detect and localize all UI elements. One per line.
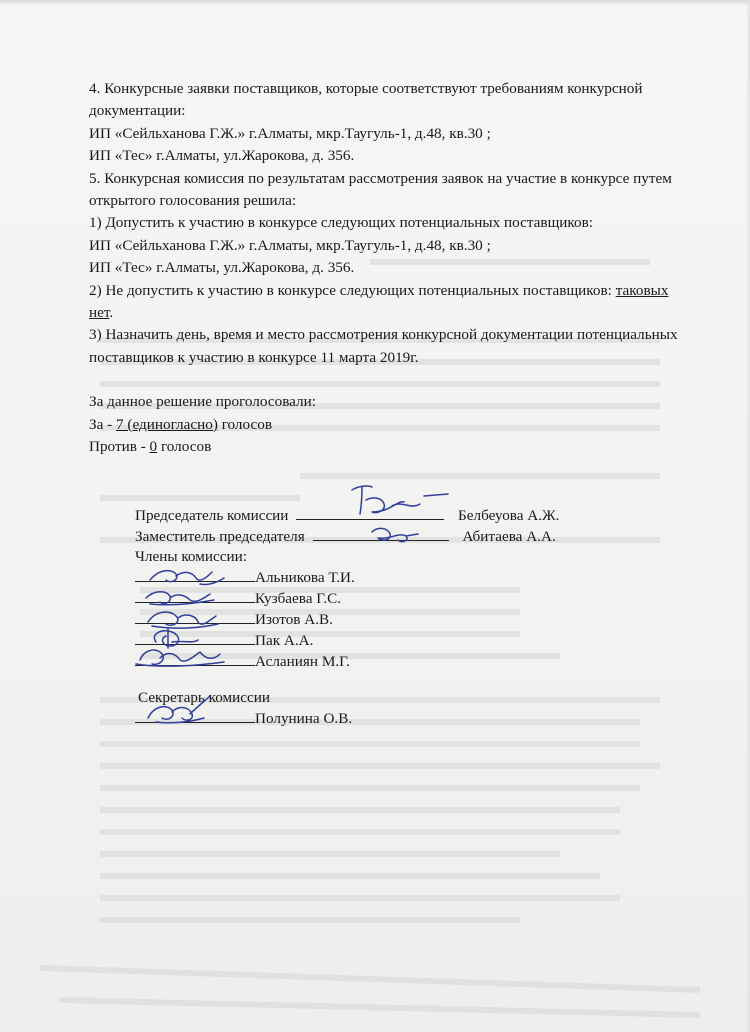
secretary-name: Полунина О.В.: [255, 710, 353, 727]
deputy-role: Заместитель председателя: [135, 528, 305, 545]
paragraph-5: 5. Конкурсная комиссия по результатам рассмотрения заявок на участие в конкурсе путем открытого голосования решила:: [89, 169, 672, 210]
member-4-signature-scrawl: [154, 628, 198, 648]
vote-for-value: 7 (единогласно): [116, 415, 218, 433]
rejected-value: таковых нет: [89, 281, 669, 322]
member-5-signature-scrawl: [136, 650, 224, 666]
member-name-1: Альникова Т.И.: [255, 569, 355, 586]
paragraph-4: 4. Конкурсные заявки поставщиков, которые соответствуют требованиям конкурсной документации:: [89, 80, 643, 120]
member-name-2: Кузбаева Г.С.: [255, 590, 342, 607]
member-name-3: Изотов А.В.: [255, 611, 333, 628]
vote-against-value: 0: [149, 438, 158, 456]
supplier-line-2: ИП «Тес» г.Алматы, ул.Жарокова, д. 356.: [89, 147, 355, 165]
decision-item-3: 3) Назначить день, время и место рассмотрения конкурсной документации потенциальных поставщиков к участию в конкурсе 11 марта 2019г.: [89, 326, 678, 366]
chair-signature-scrawl: [352, 486, 448, 514]
member-2-signature-scrawl: [146, 592, 214, 605]
decision-item-2: 2) Не допустить к участию в конкурсе следующих потенциальных поставщиков: таковых нет.: [89, 281, 669, 322]
member-3-signature-scrawl: [148, 612, 218, 628]
vote-against: Против - 0 голосов: [89, 438, 212, 456]
vote-header: За данное решение проголосовали:: [89, 393, 316, 411]
deputy-signature-scrawl: [372, 528, 418, 541]
admitted-supplier-2: ИП «Тес» г.Алматы, ул.Жарокова, д. 356.: [89, 259, 355, 277]
member-name-5: Асланиян М.Г.: [255, 653, 350, 670]
secretary-signature-scrawl: [148, 696, 210, 723]
chair-name: Белбеуова А.Ж.: [458, 507, 560, 524]
member-1-signature-scrawl: [150, 571, 224, 585]
decision-item-1: 1) Допустить к участию в конкурсе следующих потенциальных поставщиков:: [89, 214, 594, 232]
secretary-role: Секретарь комиссии: [138, 689, 271, 706]
admitted-supplier-1: ИП «Сейльханова Г.Ж.» г.Алматы, мкр.Таугуль-1, д.48, кв.30 ;: [89, 236, 491, 254]
supplier-line-1: ИП «Сейльханова Г.Ж.» г.Алматы, мкр.Таугуль-1, д.48, кв.30 ;: [89, 124, 491, 142]
vote-for: За - 7 (единогласно) голосов: [89, 415, 272, 433]
member-name-4: Пак А.А.: [255, 632, 314, 649]
deputy-name: Абитаева А.А.: [462, 528, 556, 545]
chair-role: Председатель комиссии: [135, 507, 289, 524]
members-label: Члены комиссии:: [135, 548, 247, 565]
